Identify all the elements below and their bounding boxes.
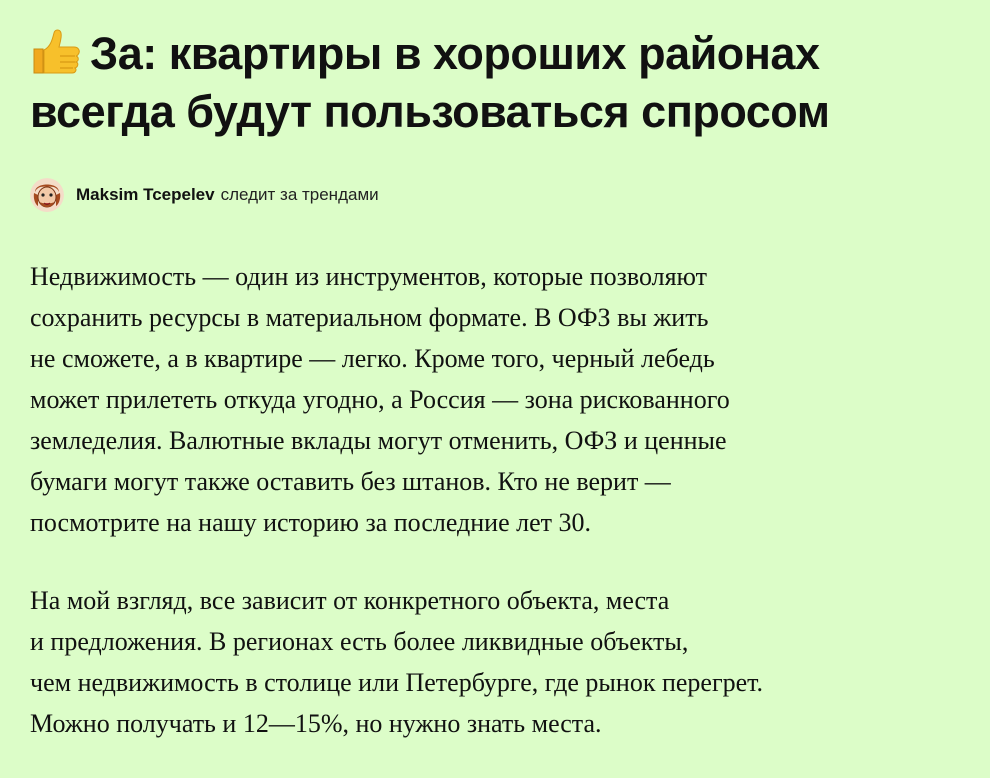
- author-avatar[interactable]: [30, 178, 64, 212]
- paragraph-line: Недвижимость — один из инструментов, которые позволяют: [30, 262, 708, 291]
- paragraph-line: Можно получать и 12—15%, но нужно знать места.: [30, 709, 602, 738]
- article-title: [30, 25, 960, 141]
- thumbs-up-icon: [30, 27, 82, 77]
- paragraph-line: бумаги могут также оставить без штанов. Кто не верит —: [30, 467, 671, 496]
- paragraph-line: может прилететь откуда угодно, а Россия — зона рискованного: [30, 385, 730, 414]
- title-line-2: всегда будут пользоваться спросом: [30, 86, 830, 137]
- paragraph-line: не сможете, а в квартире — легко. Кроме того, черный лебедь: [30, 344, 715, 373]
- paragraph-line: посмотрите на нашу историю за последние лет 30.: [30, 508, 592, 537]
- title-line-1: [30, 25, 960, 83]
- paragraph-1: [30, 256, 970, 543]
- paragraph-2: [30, 580, 970, 744]
- paragraph-line: земледелия. Валютные вклады могут отменить, ОФЗ и ценные: [30, 426, 727, 455]
- author-byline[interactable]: [30, 178, 379, 212]
- title-text-1: За: квартиры в хороших районах: [90, 28, 820, 79]
- paragraph-line: и предложения. В регионах есть более ликвидные объекты,: [30, 627, 689, 656]
- author-name[interactable]: Maksim Tcepelev: [76, 185, 215, 204]
- paragraph-line: сохранить ресурсы в материальном формате. В ОФЗ вы жить: [30, 303, 709, 332]
- paragraph-line: На мой взгляд, все зависит от конкретного объекта, места: [30, 586, 670, 615]
- author-role: следит за трендами: [220, 185, 379, 204]
- paragraph-line: чем недвижимость в столице или Петербурге, где рынок перегрет.: [30, 668, 764, 697]
